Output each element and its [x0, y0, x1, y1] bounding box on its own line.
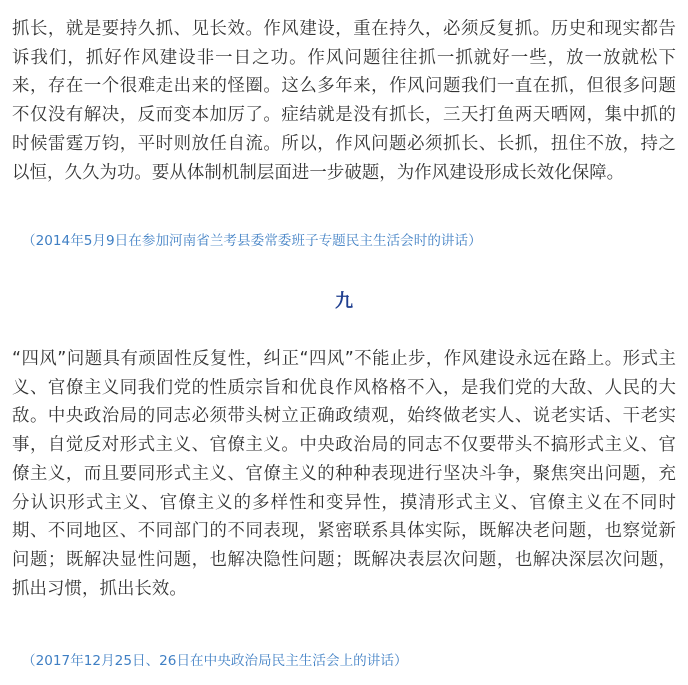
paragraph-long-term-focus: 抓长，就是要持久抓、见长效。作风建设，重在持久，必须反复抓。历史和现实都告诉我们，抓好作风建设非一日之功。作风问题往往抓一抓就好一些，放一放就松下来，存在一个很难走出来的怪圈。这么多年来，作风问题我们一直在抓，但很多问题不仅没有解决，反而变本加厉了。症结就是没有抓长，三天打鱼两天晒网，集中抓的时候雷霆万钧，平时则放任自流。所以，作风问题必须抓长、长抓，扭住不放，持之以恒，久久为功。要从体制机制层面进一步破题，为作风建设形成长效化保障。 — [12, 19, 676, 183]
source-citation-2017: （2017年12月25日、26日在中央政治局民主生活会上的讲话） — [22, 653, 408, 669]
section-number-nine: 九 — [335, 291, 353, 312]
source-citation-2014: （2014年5月9日在参加河南省兰考县委常委班子专题民主生活会时的讲话） — [22, 233, 482, 249]
paragraph-four-winds: “四风”问题具有顽固性反复性，纠正“四风”不能止步，作风建设永远在路上。形式主义、官僚主义同我们党的性质宗旨和优良作风格格不入，是我们党的大敌、人民的大敌。中央政治局的同志必须带头树立正确政绩观，始终做老实人、说老实话、干老实事，自觉反对形式主义、官僚主义。中央政治局的同志不仅要带头不搞形式主义、官僚主义，而且要同形式主义、官僚主义的种种表现进行坚决斗争，聚焦突出问题，充分认识形式主义、官僚主义的多样性和变异性，摸清形式主义、官僚主义在不同时期、不同地区、不同部门的不同表现，紧密联系具体实际，既解决老问题，也察觉新问题；既解决显性问题，也解决隐性问题；既解决表层次问题，也解决深层次问题，抓出习惯，抓出长效。 — [12, 349, 676, 599]
